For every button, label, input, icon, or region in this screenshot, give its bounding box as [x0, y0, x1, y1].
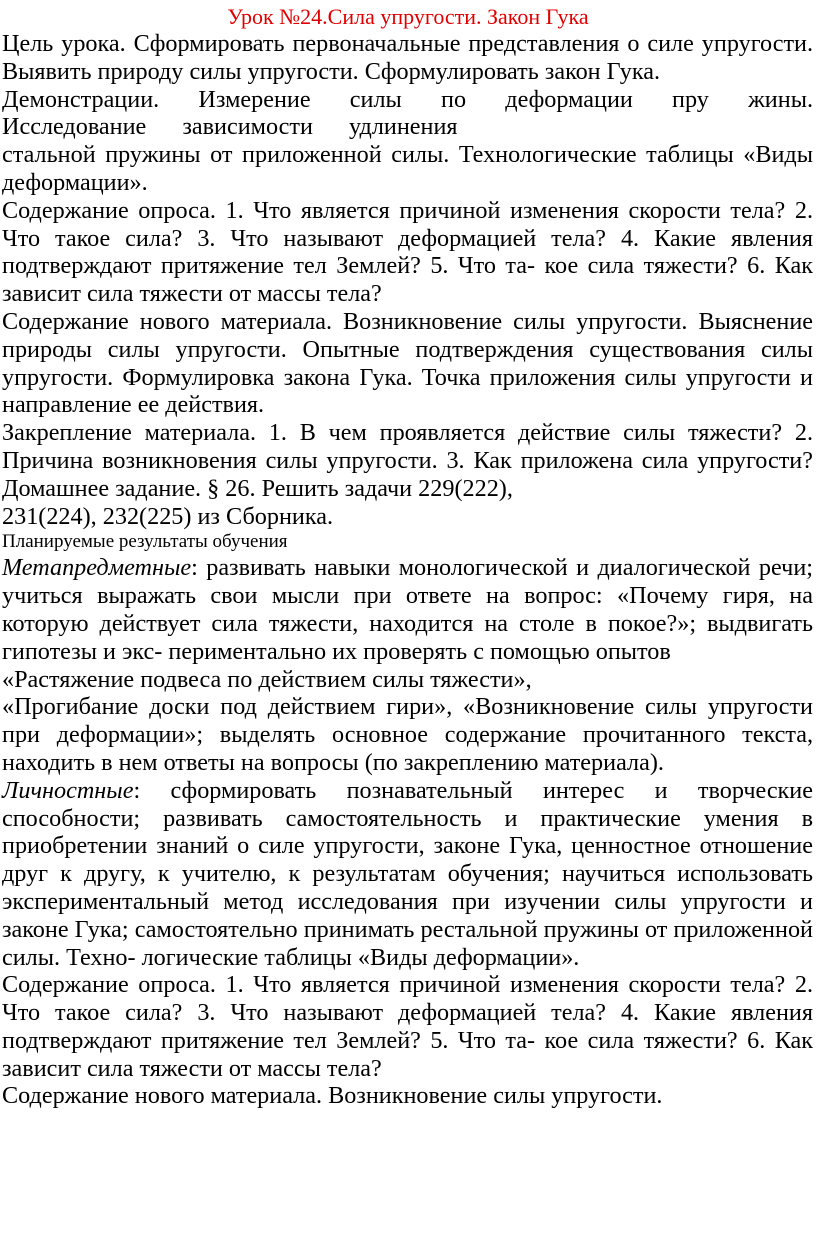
consolidation-text: Закрепление материала. 1. В чем проявляется действие силы тяжести? 2. Причина возникновения силы упругости. 3. Как приложена сила упругости? Домашнее задание. § 26. Решить задачи 229(222), [2, 419, 813, 502]
demonstrations-line-1: Демонстрации. Измерение силы по деформации пру жины. [2, 85, 813, 113]
personal-paragraph [0, 777, 816, 972]
metasubject-label: Метапредметные [2, 554, 192, 582]
demonstrations-line-2: Исследование зависимости удлинения [2, 113, 458, 141]
survey-paragraph-1: Содержание опроса. 1. Что является причиной изменения скорости тела? 2. Что такое сила? 3. Что называют деформацией тела? 4. Какие явления подтверждают притяжение тел Землей? 5. Что та- кое сила тяжести? 6. Как зависит сила тяжести от массы тела? [2, 196, 813, 308]
lesson-title: Урок №24.Сила упругости. Закон Гука [227, 4, 589, 29]
new-material-paragraph-1: Содержание нового материала. Возникновение силы упругости. Выяснение природы силы упругости. Опытные подтверждения существования силы упругости. Формулировка закона Гука. Точка приложения силы упругости и направление ее действия. [2, 307, 813, 419]
survey-paragraph-2: Содержание опроса. 1. Что является причиной изменения скорости тела? 2. Что такое сила? 3. Что называют деформацией тела? 4. Какие явления подтверждают притяжение тел Землей? 5. Что та- кое сила тяжести? 6. Как зависит сила тяжести от массы тела? [2, 971, 813, 1082]
metasubject-text-c: «Прогибание доски под действием гири», «Возникновение силы упругости при деформации»; выделять основное содержание прочитанного текста, находить в нем ответы на вопросы (по закреплению материала). [2, 693, 813, 776]
metasubject-paragraph [0, 554, 816, 776]
consolidation-paragraph [0, 419, 816, 530]
personal-text: : сформировать познавательный интерес и творческие способности; развивать самостоятельность и практические умения в приобретении знаний о силе упругости, законе Гука, ценностное отношение друг к другу, к учителю, к результатам обучения; научиться использовать экспериментальный метод исследования при изучении силы упругости и законе Гука; самостоятельно принимать рестальной пружины от приложенной силы. Техно- логические таблицы «Виды деформации». [2, 776, 813, 971]
personal-label: Личностные [2, 776, 134, 804]
consolidation-tail: 231(224), 232(225) из Сборника. [2, 502, 334, 530]
demonstrations-paragraph [0, 86, 816, 197]
metasubject-line-b: «Растяжение подвеса по действием силы тяжести», [2, 665, 532, 693]
metasubject-text: : развивать навыки монологической и диалогической речи; учиться выражать свои мысли при ответе на вопрос: «Почему гиря, на которую действует сила тяжести, находится на столе в покое?»; выдвигать гипотезы и экс- периментально их проверять с помощью опытов [2, 554, 813, 665]
new-material-paragraph-2: Содержание нового материала. Возникновение силы упругости. [2, 1082, 663, 1110]
demonstrations-line-3: стальной пружины от приложенной силы. Технологические таблицы «Виды деформации». [2, 141, 813, 196]
planned-results-heading: Планируемые результаты обучения [2, 531, 288, 553]
lesson-goal-paragraph: Цель урока. Сформировать первоначальные представления о силе упругости. Выявить природу силы упругости. Сформулировать закон Гука. [2, 30, 813, 85]
